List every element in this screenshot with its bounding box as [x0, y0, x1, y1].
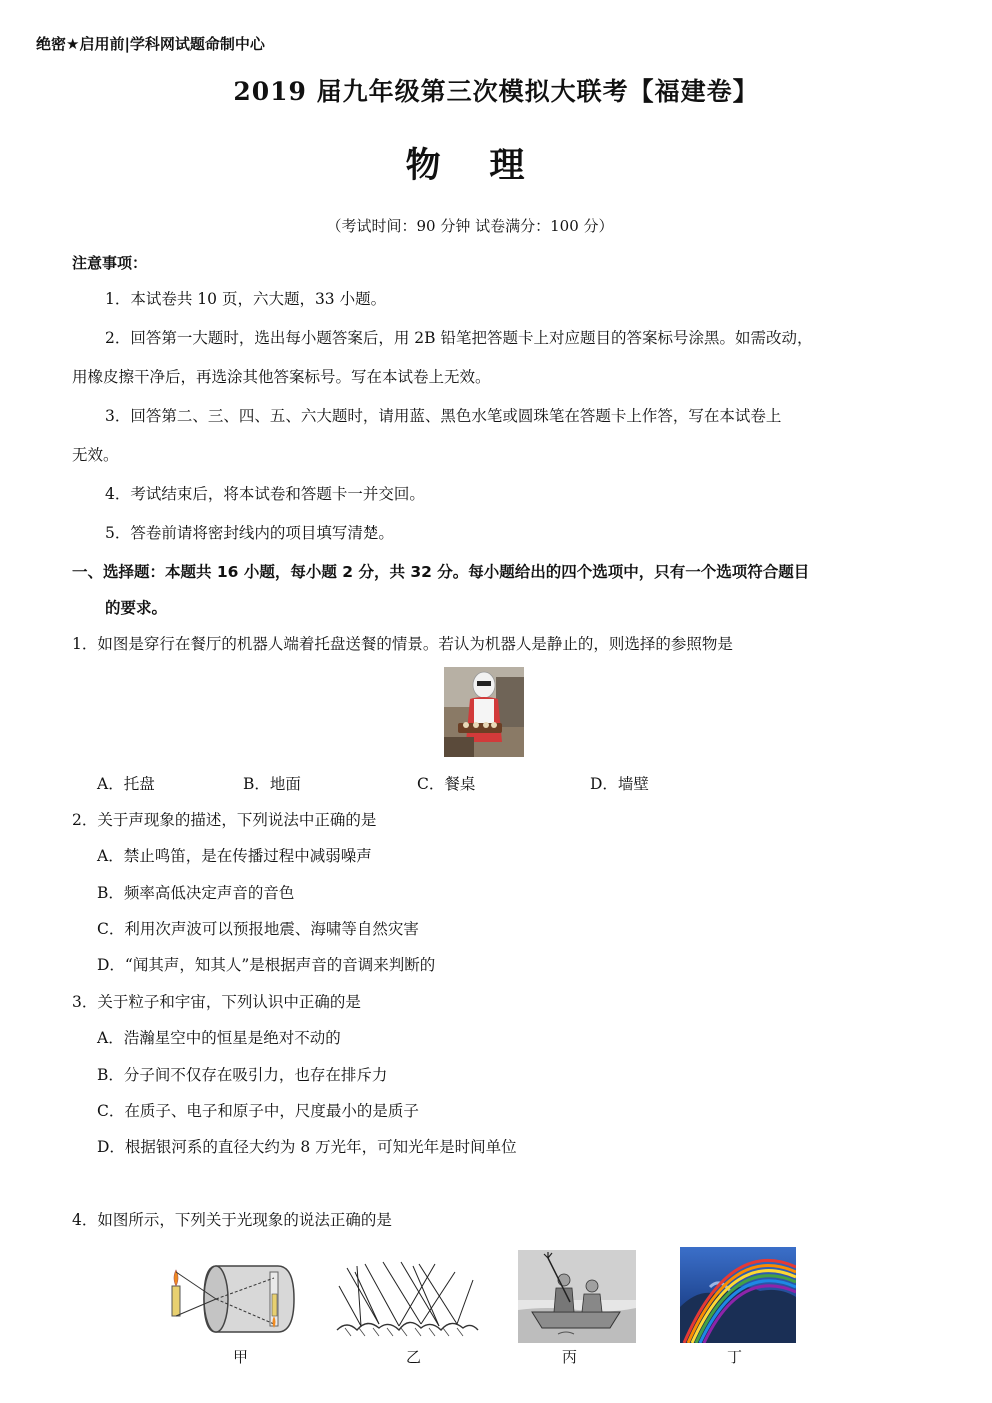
question-4-stem: 4．如图所示，下列关于光现象的说法正确的是 [72, 1211, 392, 1229]
question-3-option-d: D．根据银河系的直径大约为 8 万光年，可知光年是时间单位 [97, 1138, 517, 1156]
notice-item-2: 2．回答第一大题时，选出每小题答案后，用 2B 铅笔把答题卡上对应题目的答案标号涂黑。如需改动， [105, 329, 813, 347]
figure-caption-jia: 甲 [233, 1348, 249, 1366]
question-1-option-b: B．地面 [243, 775, 301, 793]
question-2-option-c: C．利用次声波可以预报地震、海啸等自然灾害 [97, 920, 419, 938]
question-2-option-a: A．禁止鸣笛，是在传播过程中减弱噪声 [97, 847, 372, 865]
section-1-heading-cont: 的要求。 [105, 599, 168, 617]
confidential-header: 绝密★启用前|学科网试题命制中心 [36, 35, 265, 53]
pinhole-camera-figure [168, 1258, 303, 1340]
notice-item-3: 3．回答第二、三、四、五、六大题时，请用蓝、黑色水笔或圆珠笔在答题卡上作答，写在本试卷上 [105, 407, 782, 425]
question-1-option-a: A．托盘 [97, 775, 155, 793]
spear-fishing-figure [518, 1250, 636, 1343]
notice-item-3-cont: 无效。 [72, 446, 119, 464]
question-3-option-c: C．在质子、电子和原子中，尺度最小的是质子 [97, 1102, 419, 1120]
section-1-heading: 一、选择题：本题共 16 小题，每小题 2 分，共 32 分。每小题给出的四个选项中，只有一个选项符合题目 [72, 563, 810, 581]
question-3-option-a: A．浩瀚星空中的恒星是绝对不动的 [97, 1029, 341, 1047]
notice-item-1: 1．本试卷共 10 页，六大题，33 小题。 [105, 290, 387, 308]
question-2-option-b: B．频率高低决定声音的音色 [97, 884, 295, 902]
exam-title: 2019 届九年级第三次模拟大联考【福建卷】 [233, 77, 759, 106]
figure-caption-yi: 乙 [406, 1348, 422, 1366]
rainbow-figure [680, 1247, 796, 1343]
exam-time-info: （考试时间：90 分钟 试卷满分：100 分） [326, 217, 614, 235]
question-2-option-d: D．“闻其声，知其人”是根据声音的音调来判断的 [97, 956, 436, 974]
question-3-stem: 3．关于粒子和宇宙，下列认识中正确的是 [72, 993, 361, 1011]
figure-caption-ding: 丁 [727, 1348, 743, 1366]
question-1-option-d: D．墙壁 [590, 775, 649, 793]
question-2-stem: 2．关于声现象的描述，下列说法中正确的是 [72, 811, 377, 829]
question-1-option-c: C．餐桌 [417, 775, 476, 793]
notice-heading: 注意事项： [72, 254, 148, 272]
notice-item-2-cont: 用橡皮擦干净后，再选涂其他答案标号。写在本试卷上无效。 [72, 368, 491, 386]
question-1-stem: 1．如图是穿行在餐厅的机器人端着托盘送餐的情景。若认为机器人是静止的，则选择的参照物是 [72, 635, 733, 653]
diffuse-reflection-figure [335, 1258, 480, 1343]
notice-item-5: 5．答卷前请将密封线内的项目填写清楚。 [105, 524, 394, 542]
figure-caption-bing: 丙 [562, 1348, 578, 1366]
question-3-option-b: B．分子间不仅存在吸引力，也存在排斥力 [97, 1066, 388, 1084]
notice-item-4: 4．考试结束后，将本试卷和答题卡一并交回。 [105, 485, 425, 503]
robot-waiter-image [444, 667, 524, 757]
subject-title: 物 理 [405, 145, 525, 186]
